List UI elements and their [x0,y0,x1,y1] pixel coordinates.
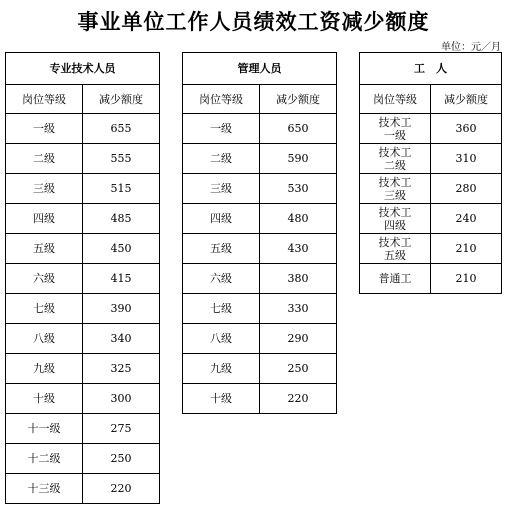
table-row [6,354,160,384]
table-row [360,174,502,204]
grade-cell: 二级 [183,144,260,174]
table-row [183,144,337,174]
amount-cell: 515 [83,174,160,204]
grade-level: 四级 [384,218,406,232]
table-row [6,294,160,324]
grade-level: 二级 [384,158,406,172]
table-row [183,294,337,324]
grade-cell: 十三级 [6,474,83,504]
table-row [183,234,337,264]
amount-cell: 310 [431,144,502,174]
grade-cell: 四级 [183,204,260,234]
grade-cell: 八级 [183,324,260,354]
table-row [183,354,337,384]
grade-cell [360,144,431,174]
amount-cell: 210 [431,234,502,264]
table-row [360,204,502,234]
amount-cell: 380 [260,264,337,294]
table-management [182,52,337,414]
table-row [6,144,160,174]
grade-cell: 六级 [183,264,260,294]
grade-cell: 八级 [6,324,83,354]
grade-level: 五级 [384,248,406,262]
amount-cell: 290 [260,324,337,354]
amount-cell: 655 [83,114,160,144]
amount-cell: 325 [83,354,160,384]
grade-cell: 普通工 [360,264,431,294]
table-row [6,174,160,204]
table-row [6,474,160,504]
grade-type: 技术工 [378,235,412,249]
grade-cell: 四级 [6,204,83,234]
table-row [183,384,337,414]
table-row [360,264,502,294]
amount-cell: 210 [431,264,502,294]
table-row [183,204,337,234]
amount-cell: 250 [83,444,160,474]
column-header-amount: 减少额度 [260,85,337,114]
grade-type: 技术工 [378,175,412,189]
table-header: 专业技术人员 [6,53,160,85]
amount-cell: 220 [83,474,160,504]
grade-cell: 五级 [183,234,260,264]
column-header-grade: 岗位等级 [360,85,431,114]
grade-cell: 六级 [6,264,83,294]
table-workers [359,52,502,294]
amount-cell: 450 [83,234,160,264]
amount-cell: 330 [260,294,337,324]
grade-cell [360,234,431,264]
amount-cell: 340 [83,324,160,354]
unit-note: 单位：元／月 [441,42,501,53]
table-row [183,174,337,204]
page-title: 事业单位工作人员绩效工资减少额度 [77,9,430,34]
column-header-amount: 减少额度 [83,85,160,114]
amount-cell: 390 [83,294,160,324]
table-row [6,414,160,444]
grade-cell: 五级 [6,234,83,264]
column-header-amount: 减少额度 [431,85,502,114]
grade-cell: 十二级 [6,444,83,474]
table-row [6,114,160,144]
table-professional-technical [5,52,160,504]
table-header: 工 人 [360,53,502,85]
amount-cell: 240 [431,204,502,234]
grade-cell: 七级 [6,294,83,324]
table-row [6,234,160,264]
column-header-grade: 岗位等级 [183,85,260,114]
amount-cell: 300 [83,384,160,414]
grade-type: 技术工 [378,205,412,219]
table-row [360,114,502,144]
amount-cell: 480 [260,204,337,234]
grade-type: 技术工 [378,115,412,129]
grade-cell: 十级 [6,384,83,414]
grade-level: 三级 [384,188,406,202]
amount-cell: 220 [260,384,337,414]
grade-cell: 三级 [6,174,83,204]
grade-cell [360,204,431,234]
table-header: 管理人员 [183,53,337,85]
grade-cell: 三级 [183,174,260,204]
grade-cell: 十级 [183,384,260,414]
column-header-grade: 岗位等级 [6,85,83,114]
amount-cell: 360 [431,114,502,144]
amount-cell: 250 [260,354,337,384]
table-row [360,144,502,174]
table-row [183,324,337,354]
amount-cell: 430 [260,234,337,264]
amount-cell: 275 [83,414,160,444]
grade-cell: 一级 [183,114,260,144]
amount-cell: 415 [83,264,160,294]
table-row [360,234,502,264]
amount-cell: 485 [83,204,160,234]
table-row [6,324,160,354]
table-row [6,264,160,294]
amount-cell: 650 [260,114,337,144]
grade-cell: 十一级 [6,414,83,444]
amount-cell: 590 [260,144,337,174]
table-row [183,264,337,294]
amount-cell: 280 [431,174,502,204]
grade-cell: 一级 [6,114,83,144]
grade-cell [360,174,431,204]
table-row [6,444,160,474]
amount-cell: 555 [83,144,160,174]
grade-type: 技术工 [378,145,412,159]
grade-level: 一级 [384,128,406,142]
grade-cell: 七级 [183,294,260,324]
table-row [6,384,160,414]
table-row [6,204,160,234]
grade-cell: 九级 [183,354,260,384]
grade-cell [360,114,431,144]
amount-cell: 530 [260,174,337,204]
grade-cell: 二级 [6,144,83,174]
table-row [183,114,337,144]
grade-cell: 九级 [6,354,83,384]
